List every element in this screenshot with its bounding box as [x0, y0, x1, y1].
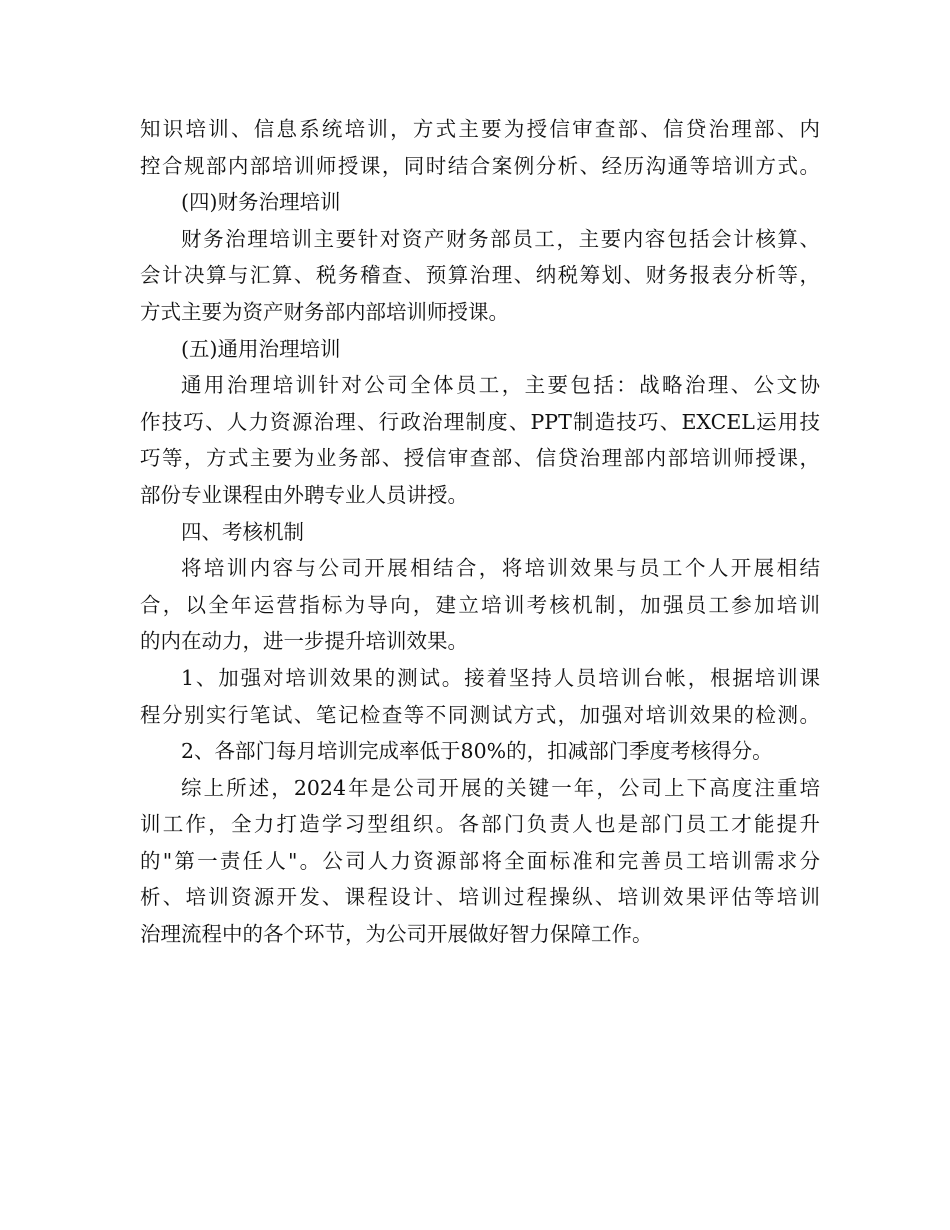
text-line: 会计决算与汇算、税务稽查、预算治理、纳税筹划、财务报表分析等， — [140, 263, 820, 288]
text-line: 四、考核机制 — [181, 519, 304, 544]
text-line: 的"第一责任人"。公司人力资源部将全面标准和完善员工培训需求分 — [140, 848, 820, 873]
text-line: (五)通用治理培训 — [181, 336, 341, 361]
text-line: 合，以全年运营指标为导向，建立培训考核机制，加强员工参加培训 — [140, 592, 820, 617]
text-line: (四)财务治理培训 — [181, 190, 341, 215]
text-line: 1、加强对培训效果的测试。接着坚持人员培训台帐，根据培训课 — [181, 665, 820, 690]
text-line: 将培训内容与公司开展相结合，将培训效果与员工个人开展相结 — [181, 556, 820, 581]
text-line: 治理流程中的各个环节，为公司开展做好智力保障工作。 — [140, 922, 653, 947]
text-line: 财务治理培训主要针对资产财务部员工，主要内容包括会计核算、 — [181, 226, 820, 251]
text-line: 知识培训、信息系统培训，方式主要为授信审查部、信贷治理部、内 — [140, 117, 820, 141]
text-line: 的内在动力，进一步提升培训效果。 — [140, 629, 468, 654]
text-line: 2、各部门每月培训完成率低于80%的，扣减部门季度考核得分。 — [181, 739, 773, 764]
text-line: 部份专业课程由外聘专业人员讲授。 — [140, 482, 468, 507]
text-line: 程分别实行笔试、笔记检查等不同测试方式，加强对培训效果的检测。 — [140, 702, 820, 727]
text-line: 巧等，方式主要为业务部、授信审查部、信贷治理部内部培训师授课， — [140, 446, 820, 471]
text-line: 方式主要为资产财务部内部培训师授课。 — [140, 299, 509, 324]
text-line: 控合规部内部培训师授课，同时结合案例分析、经历沟通等培训方式。 — [140, 153, 820, 178]
text-line: 训工作，全力打造学习型组织。各部门负责人也是部门员工才能提升 — [140, 812, 820, 837]
document-body — [140, 111, 820, 953]
text-line: 通用治理培训针对公司全体员工，主要包括：战略治理、公文协 — [181, 373, 820, 398]
text-line: 综上所述，2024年是公司开展的关键一年，公司上下高度注重培 — [181, 775, 820, 800]
text-line: 析、培训资源开发、课程设计、培训过程操纵、培训效果评估等培训 — [140, 885, 820, 910]
text-line: 作技巧、人力资源治理、行政治理制度、PPT制造技巧、EXCEL运用技 — [140, 409, 820, 434]
